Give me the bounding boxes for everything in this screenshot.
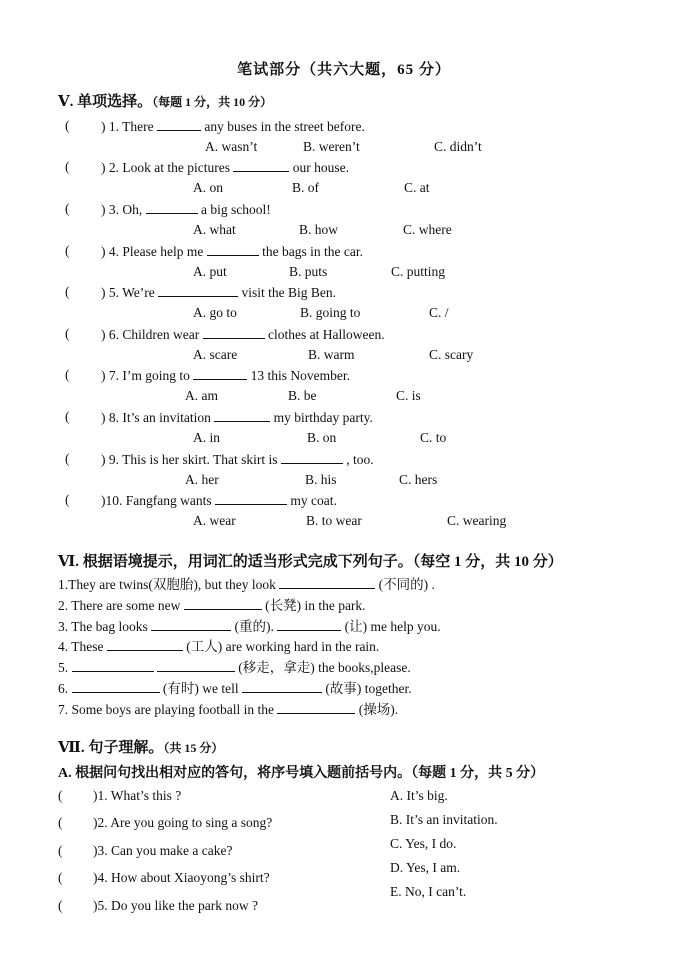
answer-paren: (	[65, 492, 70, 507]
question-text: We’re	[122, 285, 159, 300]
answer-paren: (	[58, 843, 63, 858]
answer-blank[interactable]	[184, 597, 262, 610]
fill-line	[58, 677, 412, 697]
answer-paren: (	[58, 898, 63, 913]
fill-text: (故事) together.	[325, 681, 412, 696]
fill-text: (让) me help you.	[344, 619, 441, 634]
option[interactable]: A. on	[193, 180, 223, 195]
question-text: a big school!	[197, 202, 271, 217]
answer-paren: (	[65, 243, 70, 258]
option[interactable]: A. put	[193, 264, 227, 279]
fill-text: (长凳) in the park.	[265, 598, 366, 613]
answer-blank[interactable]	[203, 326, 265, 339]
answer-blank[interactable]	[158, 284, 238, 297]
match-question: )5. Do you like the park now ?	[93, 898, 258, 913]
option[interactable]: A. go to	[193, 305, 237, 320]
answer-blank[interactable]	[72, 659, 154, 672]
option[interactable]: C. is	[396, 388, 421, 403]
option[interactable]: C. didn’t	[434, 139, 482, 154]
answer-blank[interactable]	[277, 618, 341, 631]
answer-blank[interactable]	[281, 451, 343, 464]
question-number: ) 4.	[101, 244, 123, 259]
option[interactable]: B. be	[288, 388, 317, 403]
fill-line	[58, 573, 435, 593]
fill-text: (有时) we tell	[162, 681, 239, 696]
fill-text: 3. The bag looks	[58, 619, 148, 634]
question-number: ) 2.	[101, 160, 123, 175]
fill-text: (重的).	[234, 619, 274, 634]
answer-blank[interactable]	[279, 576, 375, 589]
option[interactable]: A. what	[193, 222, 236, 237]
question-text: my birthday party.	[270, 410, 373, 425]
question-number: )10.	[101, 493, 126, 508]
section-v-note: （每题 1 分，共 10 分）	[152, 95, 273, 109]
answer-blank[interactable]	[151, 618, 231, 631]
question-line	[101, 326, 385, 343]
option[interactable]: A. am	[185, 388, 218, 403]
answer-blank[interactable]	[193, 367, 247, 380]
answer-paren: (	[65, 118, 70, 133]
answer-blank[interactable]	[207, 243, 259, 256]
part-a-heading: A. 根据问句找出相对应的答句，将序号填入题前括号内。（每题 1 分，共 5 分）	[58, 766, 545, 781]
match-question: )4. How about Xiaoyong’s shirt?	[93, 870, 270, 885]
option[interactable]: A. her	[185, 472, 219, 487]
answer-paren: (	[58, 788, 63, 803]
option[interactable]: B. how	[299, 222, 339, 237]
question-text: It’s an invitation	[122, 410, 215, 425]
question-text: Oh,	[122, 202, 146, 217]
answer-paren: (	[65, 451, 70, 466]
fill-text: 5.	[58, 660, 69, 675]
question-number: ) 6.	[101, 327, 123, 342]
option[interactable]: A. wear	[193, 513, 236, 528]
question-text: Look at the pictures	[122, 160, 234, 175]
fill-line	[58, 594, 366, 614]
option[interactable]: C. /	[429, 305, 449, 320]
question-number: ) 1.	[101, 119, 123, 134]
answer-blank[interactable]	[233, 159, 289, 172]
answer-paren: (	[65, 367, 70, 382]
question-line	[101, 451, 374, 468]
answer-blank[interactable]	[107, 638, 183, 651]
option[interactable]: C. to	[420, 430, 447, 445]
question-line	[101, 367, 350, 384]
answer-blank[interactable]	[214, 409, 270, 422]
fill-line	[58, 698, 398, 718]
answer-blank[interactable]	[215, 492, 287, 505]
fill-text: (操场).	[358, 702, 399, 717]
option[interactable]: B. puts	[289, 264, 328, 279]
question-line	[101, 201, 271, 218]
fill-text: 2. There are some new	[58, 598, 181, 613]
question-line	[101, 492, 337, 509]
fill-text: (工人) are working hard in the rain.	[186, 639, 380, 654]
page-title: 笔试部分（共六大题，65 分）	[237, 62, 451, 78]
question-line	[101, 118, 365, 135]
answer-paren: (	[65, 284, 70, 299]
fill-line	[58, 615, 441, 635]
fill-text: (不同的) .	[378, 577, 435, 592]
answer-paren: (	[58, 815, 63, 830]
answer-blank[interactable]	[242, 680, 322, 693]
answer-blank[interactable]	[72, 680, 160, 693]
fill-text: 6.	[58, 681, 69, 696]
question-text: This is her skirt. That skirt is	[122, 452, 281, 467]
answer-paren: (	[65, 159, 70, 174]
option[interactable]: C. scary	[429, 347, 474, 362]
match-answer: C. Yes, I do.	[390, 836, 457, 851]
question-line	[101, 409, 373, 426]
fill-text: 1.They are twins(双胞胎), but they look	[58, 577, 276, 592]
fill-line	[58, 635, 379, 655]
question-text: any buses in the street before.	[201, 119, 365, 134]
answer-blank[interactable]	[146, 201, 198, 214]
fill-text: (移走，拿走) the books,please.	[238, 660, 411, 675]
question-text: Please help me	[122, 244, 207, 259]
question-text: our house.	[289, 160, 349, 175]
section-vi-heading: Ⅵ. 根据语境提示，用词汇的适当形式完成下列句子。（每空 1 分，共 10 分）	[58, 554, 563, 570]
question-text: I’m going to	[122, 368, 194, 383]
option[interactable]: B. of	[292, 180, 319, 195]
answer-paren: (	[65, 409, 70, 424]
option[interactable]: B. on	[307, 430, 337, 445]
question-text: Fangfang wants	[125, 493, 215, 508]
option[interactable]: B. going to	[300, 305, 361, 320]
question-text: There	[122, 119, 157, 134]
answer-paren: (	[65, 326, 70, 341]
question-line	[101, 159, 349, 176]
answer-blank[interactable]	[157, 118, 201, 131]
fill-text: 4. These	[58, 639, 104, 654]
match-question: )2. Are you going to sing a song?	[93, 815, 273, 830]
section-vii-heading	[58, 736, 223, 757]
section-vii-title: Ⅶ. 句子理解。	[58, 740, 164, 756]
question-number: ) 7.	[101, 368, 123, 383]
section-vii-note: （共 15 分）	[163, 741, 224, 755]
question-text: visit the Big Ben.	[238, 285, 337, 300]
option[interactable]: C. hers	[399, 472, 438, 487]
match-answer: A. It’s big.	[390, 788, 448, 803]
answer-blank[interactable]	[157, 659, 235, 672]
question-line	[101, 243, 363, 260]
option[interactable]: B. to wear	[306, 513, 362, 528]
option[interactable]: C. wearing	[447, 513, 507, 528]
question-number: ) 9.	[101, 452, 123, 467]
answer-blank[interactable]	[277, 701, 355, 714]
section-v-heading	[58, 90, 272, 111]
option[interactable]: B. weren’t	[303, 139, 360, 154]
question-number: ) 3.	[101, 202, 123, 217]
option[interactable]: C. putting	[391, 264, 446, 279]
question-text: clothes at Halloween.	[264, 327, 385, 342]
option[interactable]: B. warm	[308, 347, 355, 362]
option[interactable]: A. in	[193, 430, 220, 445]
match-answer: B. It’s an invitation.	[390, 812, 498, 827]
option[interactable]: C. where	[403, 222, 452, 237]
match-question: )1. What’s this ?	[93, 788, 182, 803]
question-number: ) 5.	[101, 285, 123, 300]
question-text: 13 this November.	[247, 368, 350, 383]
question-text: Children wear	[122, 327, 203, 342]
match-question: )3. Can you make a cake?	[93, 843, 233, 858]
question-text: my coat.	[286, 493, 337, 508]
answer-paren: (	[58, 870, 63, 885]
question-line	[101, 284, 336, 301]
fill-text: 7. Some boys are playing football in the	[58, 702, 274, 717]
option[interactable]: C. at	[404, 180, 430, 195]
question-text: the bags in the car.	[258, 244, 363, 259]
option[interactable]: A. wasn’t	[205, 139, 258, 154]
fill-line	[58, 656, 411, 676]
match-answer: E. No, I can’t.	[390, 884, 467, 899]
section-v-title: Ⅴ. 单项选择。	[58, 94, 153, 110]
question-text: , too.	[342, 452, 374, 467]
question-number: ) 8.	[101, 410, 123, 425]
match-answer: D. Yes, I am.	[390, 860, 461, 875]
option[interactable]: B. his	[305, 472, 337, 487]
answer-paren: (	[65, 201, 70, 216]
option[interactable]: A. scare	[193, 347, 238, 362]
